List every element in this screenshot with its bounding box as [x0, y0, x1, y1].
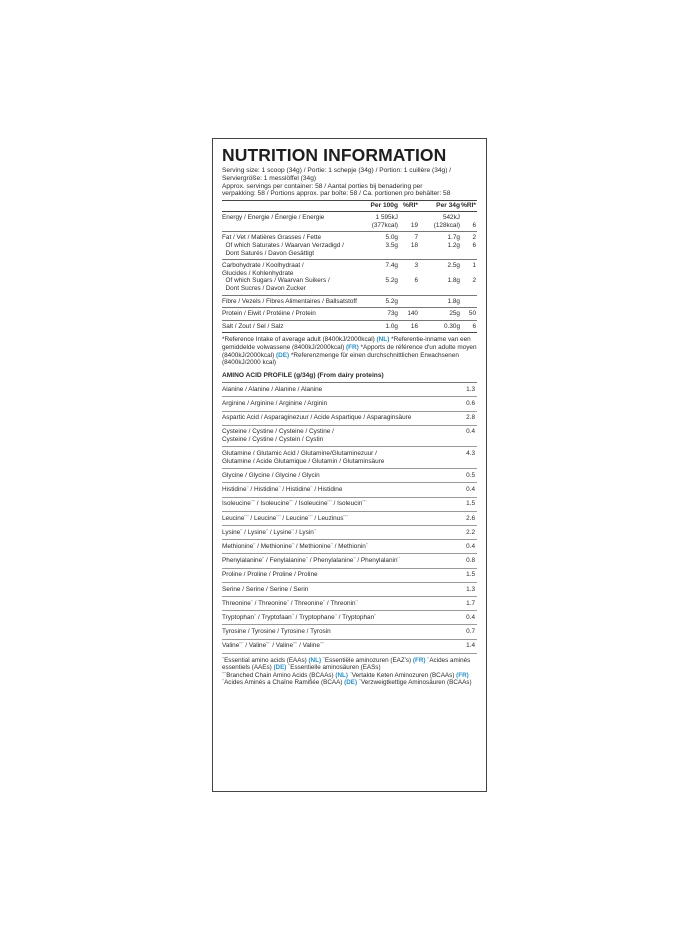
nutrient-label: Salt / Zout / Sel / Salz	[222, 322, 284, 330]
footnote-text: ¨Essential amino acids (EAAs)	[222, 656, 309, 664]
amino-row	[222, 640, 477, 654]
amino-value: 0.7	[466, 628, 475, 636]
amino-label	[222, 600, 451, 608]
value-per-100g: 73g	[387, 310, 398, 318]
amino-label-line: Tryptophan¨ / Tryptofaan¨ / Tryptophane¨ / Tryptophan¨	[222, 613, 377, 621]
amino-label-line: Methionine¨ / Methionine¨ / Methionine¨ / Methionin¨	[222, 542, 368, 550]
value-per-100g: (377kcal)	[371, 221, 398, 229]
lang-tag: (NL)	[308, 656, 322, 664]
amino-row	[222, 397, 477, 411]
table-row	[222, 277, 477, 285]
amino-value: 1.4	[466, 642, 475, 650]
amino-row	[222, 554, 477, 568]
nutrient-label: Dont Saturés / Davon Gesättigt	[222, 249, 314, 257]
ri-note-text: *Referenzmenge für einen durchschnittlichen Erwachsenen (8400kJ/2000 kcal)	[222, 351, 459, 367]
value-per-serving	[418, 250, 460, 258]
amino-row	[222, 447, 477, 469]
value-per-100g: 5.2g	[385, 277, 398, 285]
value-per-100g	[360, 250, 398, 258]
lang-tag: (DE)	[344, 679, 358, 687]
col-per-serving: Per 34g	[436, 202, 460, 210]
amino-row	[222, 412, 477, 426]
amino-row	[222, 611, 477, 625]
amino-value: 2.8	[466, 414, 475, 422]
nutrient-label: Dont Sucres / Davon Zucker	[222, 284, 306, 292]
footnote-text: ¨Acides Aminés a Chaîne Ramifiée (BCAA)	[222, 679, 345, 687]
value-per-serving: 1.8g	[447, 297, 460, 305]
ri-per-serving: 6	[472, 322, 476, 330]
ri-per-100g: 18	[410, 241, 418, 249]
amino-label	[222, 571, 451, 579]
nutrient-label: Fat / Vet / Matières Grasses / Fette	[222, 234, 322, 242]
ri-per-100g: 6	[414, 277, 418, 285]
table-row	[222, 234, 477, 242]
serving-line: Serving size: 1 scoop (34g) / Portie: 1 schepje (34g) / Portion: 1 cuillère (34g) /	[222, 167, 452, 174]
page-title: NUTRITION INFORMATION	[222, 145, 447, 165]
nutrition-block	[222, 232, 477, 259]
amino-label	[222, 628, 451, 636]
ri-per-serving: 50	[468, 310, 476, 318]
nutrition-block	[222, 212, 477, 231]
ri-note-text: *Apports de référence d'un adulte moyen (8400kJ/2000kcal)	[222, 344, 477, 359]
amino-row	[222, 540, 477, 554]
value-per-100g	[360, 285, 398, 293]
value-per-serving: 1.2g	[447, 241, 460, 249]
amino-label-line: Phenylalanine¨ / Fenylalanine¨ / Phenylalanine¨ / Phenylalanin¨	[222, 557, 400, 565]
amino-row	[222, 569, 477, 583]
amino-row	[222, 512, 477, 526]
ri-per-100g: 19	[410, 221, 418, 229]
footnote-paragraph	[222, 672, 477, 687]
ri-per-100g: 3	[414, 262, 418, 270]
ri-per-serving: 6	[472, 241, 476, 249]
amino-label	[222, 428, 451, 443]
amino-row	[222, 498, 477, 512]
amino-label-line: Histidine¨ / Histidine¨ / Histidine¨ / Histidine	[222, 486, 343, 494]
amino-label-line: Glycine / Glycine / Glycine / Glycin	[222, 472, 320, 480]
amino-label-line: Valine¨¨ / Valine¨¨ / Valine¨¨ / Valine¨¨	[222, 642, 325, 650]
ri-per-serving: 6	[472, 221, 476, 229]
table-row	[222, 214, 477, 222]
value-per-serving: 2.5g	[447, 262, 460, 270]
amino-value: 0.5	[466, 472, 475, 480]
amino-value: 0.4	[466, 428, 475, 436]
value-per-serving	[418, 270, 460, 278]
amino-footnotes	[222, 654, 477, 687]
amino-row	[222, 469, 477, 483]
table-row	[222, 285, 477, 293]
footnote-text: ¨Vertakte Keten Aminozuren (BCAAs)	[347, 671, 457, 679]
amino-label-line: Proline / Proline / Proline / Proline	[222, 571, 318, 579]
amino-label	[222, 414, 451, 422]
table-row	[222, 262, 477, 270]
footnote-text: ¨Essentiële aminozuren (EAZ's)	[321, 656, 413, 664]
ri-per-serving: 2	[472, 277, 476, 285]
ri-note-text: *Reference Intake of average adult (8400kJ/2000kcal)	[222, 336, 377, 344]
amino-label-line: Alanine / Alanine / Alanine / Alanine	[222, 385, 323, 393]
nutrient-label: Glucides / Kohlenhydrate	[222, 269, 294, 277]
amino-value: 0.4	[466, 486, 475, 494]
value-per-100g: 7.4g	[385, 262, 398, 270]
nutrient-label: Fibre / Vezels / Fibres Alimentaires / Ballsatstoff	[222, 297, 357, 305]
amino-label-line: Leucine¨¨ / Leucine¨¨ / Leucine¨¨ / Leuzinus¨¨	[222, 514, 348, 522]
footnote-text: ¨Verzweigtkettige Aminosäuren (BCAAs)	[357, 679, 472, 687]
amino-label	[222, 515, 451, 523]
amino-label-line: Serine / Serine / Serine / Serin	[222, 585, 309, 593]
serving-line: Approx. servings per container: 58 / Aantal porties bij benadering per	[222, 182, 423, 190]
value-per-serving: 25g	[449, 310, 460, 318]
serving-line: verpakking: 58 / Portions approx. par boîte: 58 / Ca. portionen pro behälter: 58	[222, 190, 451, 198]
amino-row	[222, 526, 477, 540]
amino-value: 0.4	[466, 613, 475, 621]
nutrition-block	[222, 260, 477, 294]
amino-label	[222, 400, 451, 408]
value-per-serving: 0.30g	[444, 322, 460, 330]
footnote-text: ¨Acides aminés essentiels (AAEs)	[222, 656, 471, 672]
ri-per-100g	[398, 270, 418, 278]
nutrient-label: Carbohydrate / Koolhydraat /	[222, 262, 304, 270]
amino-row	[222, 597, 477, 611]
col-ri-100g: %RI*	[402, 202, 418, 210]
ri-note-text: *Referentie-inname van een gemiddelde volwassene (8400kJ/2000kcal)	[222, 336, 471, 352]
amino-row	[222, 625, 477, 639]
footnote-paragraph	[222, 657, 477, 672]
amino-label	[222, 614, 451, 622]
ri-footnote	[222, 333, 477, 370]
amino-value: 0.6	[466, 400, 475, 408]
table-row	[222, 298, 477, 306]
table-row	[222, 323, 477, 331]
table-row	[222, 250, 477, 258]
amino-value: 1.3	[466, 385, 475, 393]
serving-line: Serviergröße: 1 messlöffel (34g)	[222, 174, 317, 182]
amino-row	[222, 426, 477, 448]
value-per-serving: 1.8g	[447, 277, 460, 285]
amino-row	[222, 483, 477, 497]
lang-tag-nl: (NL)	[376, 336, 390, 344]
amino-value: 1.3	[466, 585, 475, 593]
value-per-serving: 1.7g	[447, 234, 460, 242]
amino-label-line: Glutamine / Glutamic Acid / Glutamine/Glutaminezuur /	[222, 450, 377, 458]
lang-tag: (FR)	[456, 671, 469, 679]
amino-profile-title: AMINO ACID PROFILE (g/34g) (From dairy proteins)	[222, 372, 384, 380]
amino-label-line: Arginine / Arginine / Arginine / Arginin	[222, 400, 328, 408]
value-per-serving	[418, 285, 460, 293]
nutrition-block	[222, 296, 477, 308]
lang-tag: (DE)	[273, 664, 287, 672]
amino-label	[222, 557, 451, 565]
lang-tag-fr: (FR)	[345, 344, 359, 352]
ri-per-serving	[460, 270, 477, 278]
ri-per-100g	[398, 250, 418, 258]
col-ri-serving: %RI*	[460, 202, 476, 210]
nutrition-block	[222, 308, 477, 320]
value-per-100g	[360, 270, 398, 278]
nutrient-label: Of which Saturates / Waarvan Verzadigd /	[222, 241, 344, 249]
ri-per-serving	[460, 298, 477, 306]
amino-label	[222, 529, 451, 537]
amino-label-line: Glutamine / Acide Glutamique / Glutamin / Glutaminsäure	[222, 457, 385, 465]
nutrition-block	[222, 321, 477, 333]
table-row	[222, 270, 477, 278]
value-per-100g: 5.2g	[385, 297, 398, 305]
table-header	[222, 201, 477, 211]
ri-per-100g	[398, 298, 418, 306]
col-per-100g: Per 100g	[370, 202, 398, 210]
amino-table	[222, 383, 477, 654]
amino-value: 2.6	[466, 514, 475, 522]
footnote-text: ¨Essentielle aminosäuren (EASs)	[286, 664, 381, 672]
value-per-100g: 5.0g	[385, 234, 398, 242]
amino-label-line: Tyrosine / Tyrosine / Tyrosine / Tyrosin	[222, 628, 331, 636]
value-per-serving: (128kcal)	[433, 221, 460, 229]
amino-value: 1.5	[466, 500, 475, 508]
ri-per-100g	[398, 214, 418, 222]
amino-label-line: Lysine¨ / Lysine¨ / Lysine¨ / Lysin¨	[222, 528, 316, 536]
ri-per-serving: 1	[472, 262, 476, 270]
ri-per-serving	[460, 214, 477, 222]
value-per-100g: 1.0g	[385, 322, 398, 330]
amino-label	[222, 486, 451, 494]
amino-label	[222, 586, 451, 594]
amino-row	[222, 583, 477, 597]
nutrition-table	[222, 212, 477, 333]
amino-label-line: Cysteine / Cystine / Cysteine / Cystine /	[222, 428, 334, 436]
value-per-100g: 3.5g	[385, 241, 398, 249]
lang-tag: (NL)	[335, 671, 348, 679]
lang-tag-de: (DE)	[276, 351, 290, 359]
lang-tag: (FR)	[412, 656, 426, 664]
amino-label-line: Isoleucine¨¨ / Isoleucine¨¨ / Isoleucine¨¨ / Isoleucin¨¨	[222, 500, 367, 508]
amino-value: 2.2	[466, 528, 475, 536]
amino-value: 1.7	[466, 599, 475, 607]
amino-label	[222, 543, 451, 551]
amino-value: 0.8	[466, 557, 475, 565]
ri-per-100g	[398, 285, 418, 293]
amino-label	[222, 642, 451, 650]
serving-info	[222, 167, 477, 198]
nutrient-label: Of which Sugars / Waarvan Suikers /	[222, 277, 330, 285]
ri-per-serving	[460, 250, 477, 258]
value-per-100g: 1 595kJ	[375, 214, 398, 222]
amino-label	[222, 386, 451, 394]
footnote-text: ¨¨Branched Chain Amino Acids (BCAAs)	[222, 671, 336, 679]
ri-per-100g: 16	[410, 322, 418, 330]
table-row	[222, 242, 477, 250]
nutrient-label	[222, 222, 360, 230]
amino-label	[222, 450, 451, 465]
ri-per-serving: 2	[472, 234, 476, 242]
table-row	[222, 222, 477, 230]
amino-value: 4.3	[466, 450, 475, 458]
amino-row	[222, 383, 477, 397]
amino-label-line: Aspartic Acid / Asparaginezuur / Acide Aspartique / Asparaginsäure	[222, 414, 412, 422]
nutrition-label	[212, 138, 487, 792]
amino-label	[222, 500, 451, 508]
nutrient-label: Protein / Eiwit / Protéine / Protein	[222, 310, 316, 318]
amino-value: 0.4	[466, 542, 475, 550]
nutrient-label: Energy / Energie / Énergie / Energie	[222, 214, 325, 222]
amino-label	[222, 472, 451, 480]
amino-value: 1.5	[466, 571, 475, 579]
ri-per-100g: 7	[414, 234, 418, 242]
value-per-serving: 542kJ	[442, 214, 460, 222]
ri-per-serving	[460, 285, 477, 293]
ri-per-100g: 140	[407, 310, 418, 318]
amino-label-line: Cysteine / Cystine / Cystein / Cystin	[222, 436, 324, 444]
table-row	[222, 310, 477, 318]
amino-label-line: Threonine¨ / Threonine¨ / Threonine¨ / Threonin¨	[222, 599, 358, 607]
